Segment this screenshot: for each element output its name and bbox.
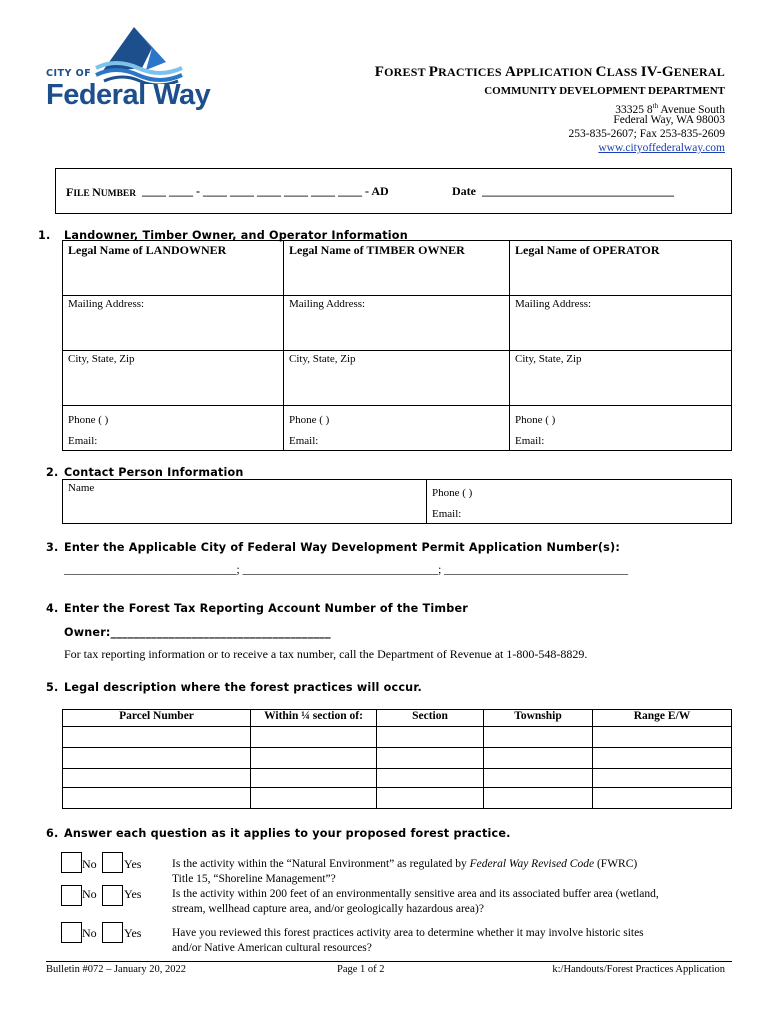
q2-no-label: No — [82, 887, 97, 901]
section-4-heading: Enter the Forest Tax Reporting Account Number of the Timber — [64, 602, 468, 615]
parcel-cell[interactable] — [63, 788, 251, 809]
operator-mailing-cell[interactable] — [510, 296, 732, 351]
township-cell[interactable] — [484, 788, 593, 809]
city-label: City, State, Zip — [515, 353, 582, 365]
website-link-wrap — [598, 141, 725, 156]
timber-owner-label: Legal Name of TIMBER OWNER — [289, 243, 465, 257]
q1-yes-label: Yes — [124, 857, 142, 871]
contact-table — [62, 479, 732, 524]
logo-name: Federal Way — [46, 79, 211, 111]
footer-file-path: k:/Handouts/Forest Practices Application — [552, 964, 725, 975]
q3-no-label: No — [82, 926, 97, 940]
mailing-label: Mailing Address: — [515, 298, 592, 310]
email-label: Email: — [68, 435, 98, 447]
section-2-number: 2. — [46, 466, 59, 479]
section-6-number: 6. — [46, 827, 59, 840]
township-cell[interactable] — [484, 748, 593, 769]
date-field[interactable]: ________________________________ — [482, 184, 674, 198]
city-logo — [46, 24, 226, 116]
operator-contact-cell[interactable] — [510, 406, 732, 451]
mailing-label: Mailing Address: — [68, 298, 145, 310]
q2-text: Is the activity within 200 feet of an environmentally sensitive area and its associated buffer area (wetland, stream, wellhead capture area, and/or geologically hazardous area)? — [172, 888, 659, 915]
township-cell[interactable] — [484, 727, 593, 748]
address-line-1: 33325 8th Avenue South — [615, 102, 725, 116]
section-cell[interactable] — [377, 788, 484, 809]
form-title: FOREST PRACTICES APPLICATION CLASS IV-GENERAL — [374, 64, 725, 80]
operator-city-cell[interactable] — [510, 351, 732, 406]
section-1-number: 1. — [38, 229, 51, 242]
date-label: Date — [452, 184, 476, 198]
col-quarter-section: Within ¼ section of: — [251, 710, 377, 727]
timber-owner-city-cell[interactable] — [284, 351, 510, 406]
contact-email-label: Email: — [432, 508, 462, 520]
phone-label: Phone ( ) — [68, 414, 109, 426]
owners-table — [62, 240, 732, 451]
q1-no-checkbox[interactable] — [61, 852, 82, 873]
section-4-number: 4. — [46, 602, 59, 615]
q2-no-checkbox[interactable] — [61, 885, 82, 906]
mailing-label: Mailing Address: — [289, 298, 366, 310]
logo-city-of: CITY OF — [46, 68, 92, 79]
footer-bulletin: Bulletin #072 – January 20, 2022 — [46, 964, 186, 975]
section-1-heading: Landowner, Timber Owner, and Operator Information — [64, 229, 408, 242]
department-name: COMMUNITY DEVELOPMENT DEPARTMENT — [484, 85, 725, 97]
q3-yes-checkbox[interactable] — [102, 922, 123, 943]
operator-label: Legal Name of OPERATOR — [515, 243, 660, 257]
contact-phone-email-cell[interactable] — [427, 480, 732, 524]
file-number-box — [55, 168, 732, 214]
q2-yes-checkbox[interactable] — [102, 885, 123, 906]
tax-account-owner-field[interactable]: Owner:______________________________________ — [64, 626, 331, 639]
phone-fax: 253-835-2607; Fax 253-835-2609 — [568, 128, 725, 140]
landowner-label: Legal Name of LANDOWNER — [68, 243, 227, 257]
contact-phone-label: Phone ( ) — [432, 487, 473, 499]
q3-text: Have you reviewed this forest practices activity area to determine whether it may involve historic sites and/or Native American cultural resources? — [172, 927, 644, 954]
legal-description-table — [62, 709, 732, 809]
footer-divider — [46, 961, 732, 962]
q3-no-checkbox[interactable] — [61, 922, 82, 943]
address-line-2: Federal Way, WA 98003 — [613, 114, 725, 126]
city-label: City, State, Zip — [289, 353, 356, 365]
section-3-heading: Enter the Applicable City of Federal Way Development Permit Application Number(s): — [64, 541, 621, 554]
q1-yes-checkbox[interactable] — [102, 852, 123, 873]
email-label: Email: — [289, 435, 319, 447]
range-cell[interactable] — [593, 769, 732, 788]
section-6-heading: Answer each question as it applies to your proposed forest practice. — [64, 827, 511, 840]
phone-label: Phone ( ) — [289, 414, 330, 426]
parcel-cell[interactable] — [63, 727, 251, 748]
timber-owner-mailing-cell[interactable] — [284, 296, 510, 351]
col-section: Section — [377, 710, 484, 727]
quarter-section-cell[interactable] — [251, 748, 377, 769]
landowner-contact-cell[interactable] — [63, 406, 284, 451]
township-cell[interactable] — [484, 769, 593, 788]
footer-page-number: Page 1 of 2 — [337, 964, 385, 975]
range-cell[interactable] — [593, 748, 732, 769]
range-cell[interactable] — [593, 727, 732, 748]
col-township: Township — [484, 710, 593, 727]
quarter-section-cell[interactable] — [251, 727, 377, 748]
parcel-cell[interactable] — [63, 748, 251, 769]
section-5-heading: Legal description where the forest practices will occur. — [64, 681, 422, 694]
file-number-field[interactable]: ____ ____ - ____ ____ ____ ____ ____ ____ - AD — [142, 184, 389, 198]
parcel-cell[interactable] — [63, 769, 251, 788]
q1-no-label: No — [82, 857, 97, 871]
permit-numbers-field[interactable]: ______________________________; __________________________________; ________________________________ — [64, 564, 629, 576]
q1-text: Is the activity within the “Natural Environment” as regulated by Federal Way Revised Code (FWRC) Title 15, “Shoreline Management”? — [172, 858, 638, 885]
section-2-heading: Contact Person Information — [64, 466, 244, 479]
timber-owner-contact-cell[interactable] — [284, 406, 510, 451]
contact-name-cell[interactable] — [63, 480, 427, 524]
contact-name-label: Name — [68, 482, 95, 494]
timber-owner-name-cell[interactable] — [284, 241, 510, 296]
section-5-number: 5. — [46, 681, 59, 694]
tax-info-note: For tax reporting information or to receive a tax number, call the Department of Revenue at 1-800-548-8829. — [64, 647, 588, 661]
col-range: Range E/W — [593, 710, 732, 727]
q2-yes-label: Yes — [124, 887, 142, 901]
section-3-number: 3. — [46, 541, 59, 554]
landowner-city-cell[interactable] — [63, 351, 284, 406]
landowner-name-cell[interactable] — [63, 241, 284, 296]
operator-name-cell[interactable] — [510, 241, 732, 296]
website-link[interactable]: www.cityoffederalway.com — [598, 142, 725, 154]
phone-label: Phone ( ) — [515, 414, 556, 426]
col-parcel-number: Parcel Number — [63, 710, 251, 727]
section-cell[interactable] — [377, 727, 484, 748]
email-label: Email: — [515, 435, 545, 447]
quarter-section-cell[interactable] — [251, 769, 377, 788]
section-cell[interactable] — [377, 748, 484, 769]
logo-mark-icon — [94, 24, 184, 84]
range-cell[interactable] — [593, 788, 732, 809]
quarter-section-cell[interactable] — [251, 788, 377, 809]
q3-yes-label: Yes — [124, 926, 142, 940]
file-number-label: FILE NUMBER — [66, 185, 137, 199]
city-label: City, State, Zip — [68, 353, 135, 365]
section-cell[interactable] — [377, 769, 484, 788]
landowner-mailing-cell[interactable] — [63, 296, 284, 351]
